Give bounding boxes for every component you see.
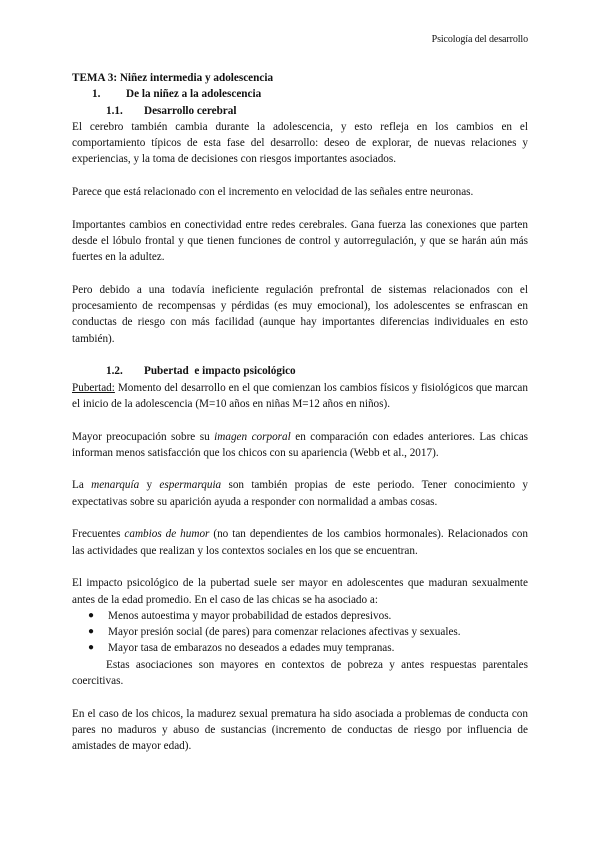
paragraph-text: y <box>139 479 160 492</box>
term-cambios-de-humor: cambios de humor <box>124 528 210 541</box>
bullet-icon: ● <box>88 642 95 654</box>
section-heading-1 <box>92 86 528 102</box>
term-imagen-corporal: imagen corporal <box>214 430 291 443</box>
section-label: De la niñez a la adolescencia <box>126 88 262 101</box>
running-header: Psicología del desarrollo <box>431 34 528 45</box>
paragraph <box>72 429 528 462</box>
paragraph-text: Mayor preocupación sobre su <box>72 430 215 443</box>
page-title: TEMA 3: Niñez intermedia y adolescencia <box>72 72 274 84</box>
bullet-list <box>72 608 528 657</box>
subsection-number: 1.2. <box>106 365 123 378</box>
list-item <box>88 624 528 640</box>
paragraph: Importantes cambios en conectividad entre redes cerebrales. Gana fuerza las conexiones que parten desde el lóbulo frontal y que tienen funciones de control y autorregulación, y que se harán aún más fuertes en la adultez. <box>72 218 528 264</box>
list-item-text: Mayor presión social (de pares) para comenzar relaciones afectivas y sexuales. <box>108 626 461 639</box>
term-pubertad: Pubertad: <box>72 381 115 394</box>
paragraph: El impacto psicológico de la pubertad suele ser mayor en adolescentes que maduran sexualmente antes de la edad promedio. En el caso de las chicas se ha asociado a: <box>72 577 528 606</box>
paragraph-text: en comparación con edades anteriores. Las chicas informan menos satisfacción que los chicos con su apariencia (Webb et al., 2017). <box>72 430 529 459</box>
subsection-label: Desarrollo cerebral <box>144 104 237 117</box>
paragraph: En el caso de los chicos, la madurez sexual prematura ha sido asociada a problemas de conducta con pares no maduros y abuso de sustancias (incremento de conductas de riesgo por influencia de amistades de mayor edad). <box>72 707 528 753</box>
list-item-text: Mayor tasa de embarazos no deseados a edades muy tempranas. <box>108 642 395 655</box>
section-heading-1-2 <box>106 363 528 379</box>
list-item <box>88 608 528 624</box>
subsection-label: Pubertad e impacto psicológico <box>144 365 296 378</box>
subsection-number: 1.1. <box>106 104 123 117</box>
list-item <box>88 640 528 656</box>
paragraph <box>72 477 528 510</box>
paragraph-text: Momento del desarrollo en el que comienzan los cambios físicos y fisiológicos que marcan el inicio de la adolescencia (M=10 años en niñas M=12 años en niños). <box>72 381 528 410</box>
paragraph <box>72 380 528 413</box>
list-item-text: Menos autoestima y mayor probabilidad de estados depresivos. <box>108 609 392 622</box>
section-number: 1. <box>92 88 101 101</box>
bullet-icon: ● <box>88 609 95 621</box>
paragraph: El cerebro también cambia durante la adolescencia, y esto refleja en los cambios en el comportamiento típicos de esta fase del desarrollo: deseo de explorar, de nuevas relaciones y experiencias, y la toma de decisiones con riesgos importantes asociados. <box>72 120 528 166</box>
paragraph-text: Frecuentes <box>72 528 125 541</box>
paragraph: Estas asociaciones son mayores en contextos de pobreza y antes respuestas parentales coercitivas. <box>72 658 528 687</box>
term-espermarquia: espermarquia <box>159 479 222 492</box>
bullet-icon: ● <box>88 626 95 638</box>
paragraph: Pero debido a una todavía ineficiente regulación prefrontal de sistemas relacionados con el procesamiento de recompensas y pérdidas (es muy emocional), los adolescentes se enfrascan en conductas de riesgo con más facilidad (aunque hay importantes diferencias individuales en esto también). <box>72 283 528 345</box>
paragraph <box>72 526 528 559</box>
section-heading-1-1 <box>106 103 528 119</box>
paragraph-text: son también propias de este periodo. Tener conocimiento y expectativas sobre su aparición ayuda a responder con normalidad a ambas cosas. <box>72 479 529 508</box>
paragraph: Parece que está relacionado con el incremento en velocidad de las señales entre neuronas. <box>72 186 474 199</box>
term-menarquia: menarquía <box>91 479 140 492</box>
paragraph-text: (no tan dependientes de los cambios hormonales). Relacionados con las actividades que realizan y los contextos sociales en los que se encuentran. <box>72 528 528 557</box>
paragraph-text: La <box>72 479 92 492</box>
document-body <box>72 70 528 754</box>
